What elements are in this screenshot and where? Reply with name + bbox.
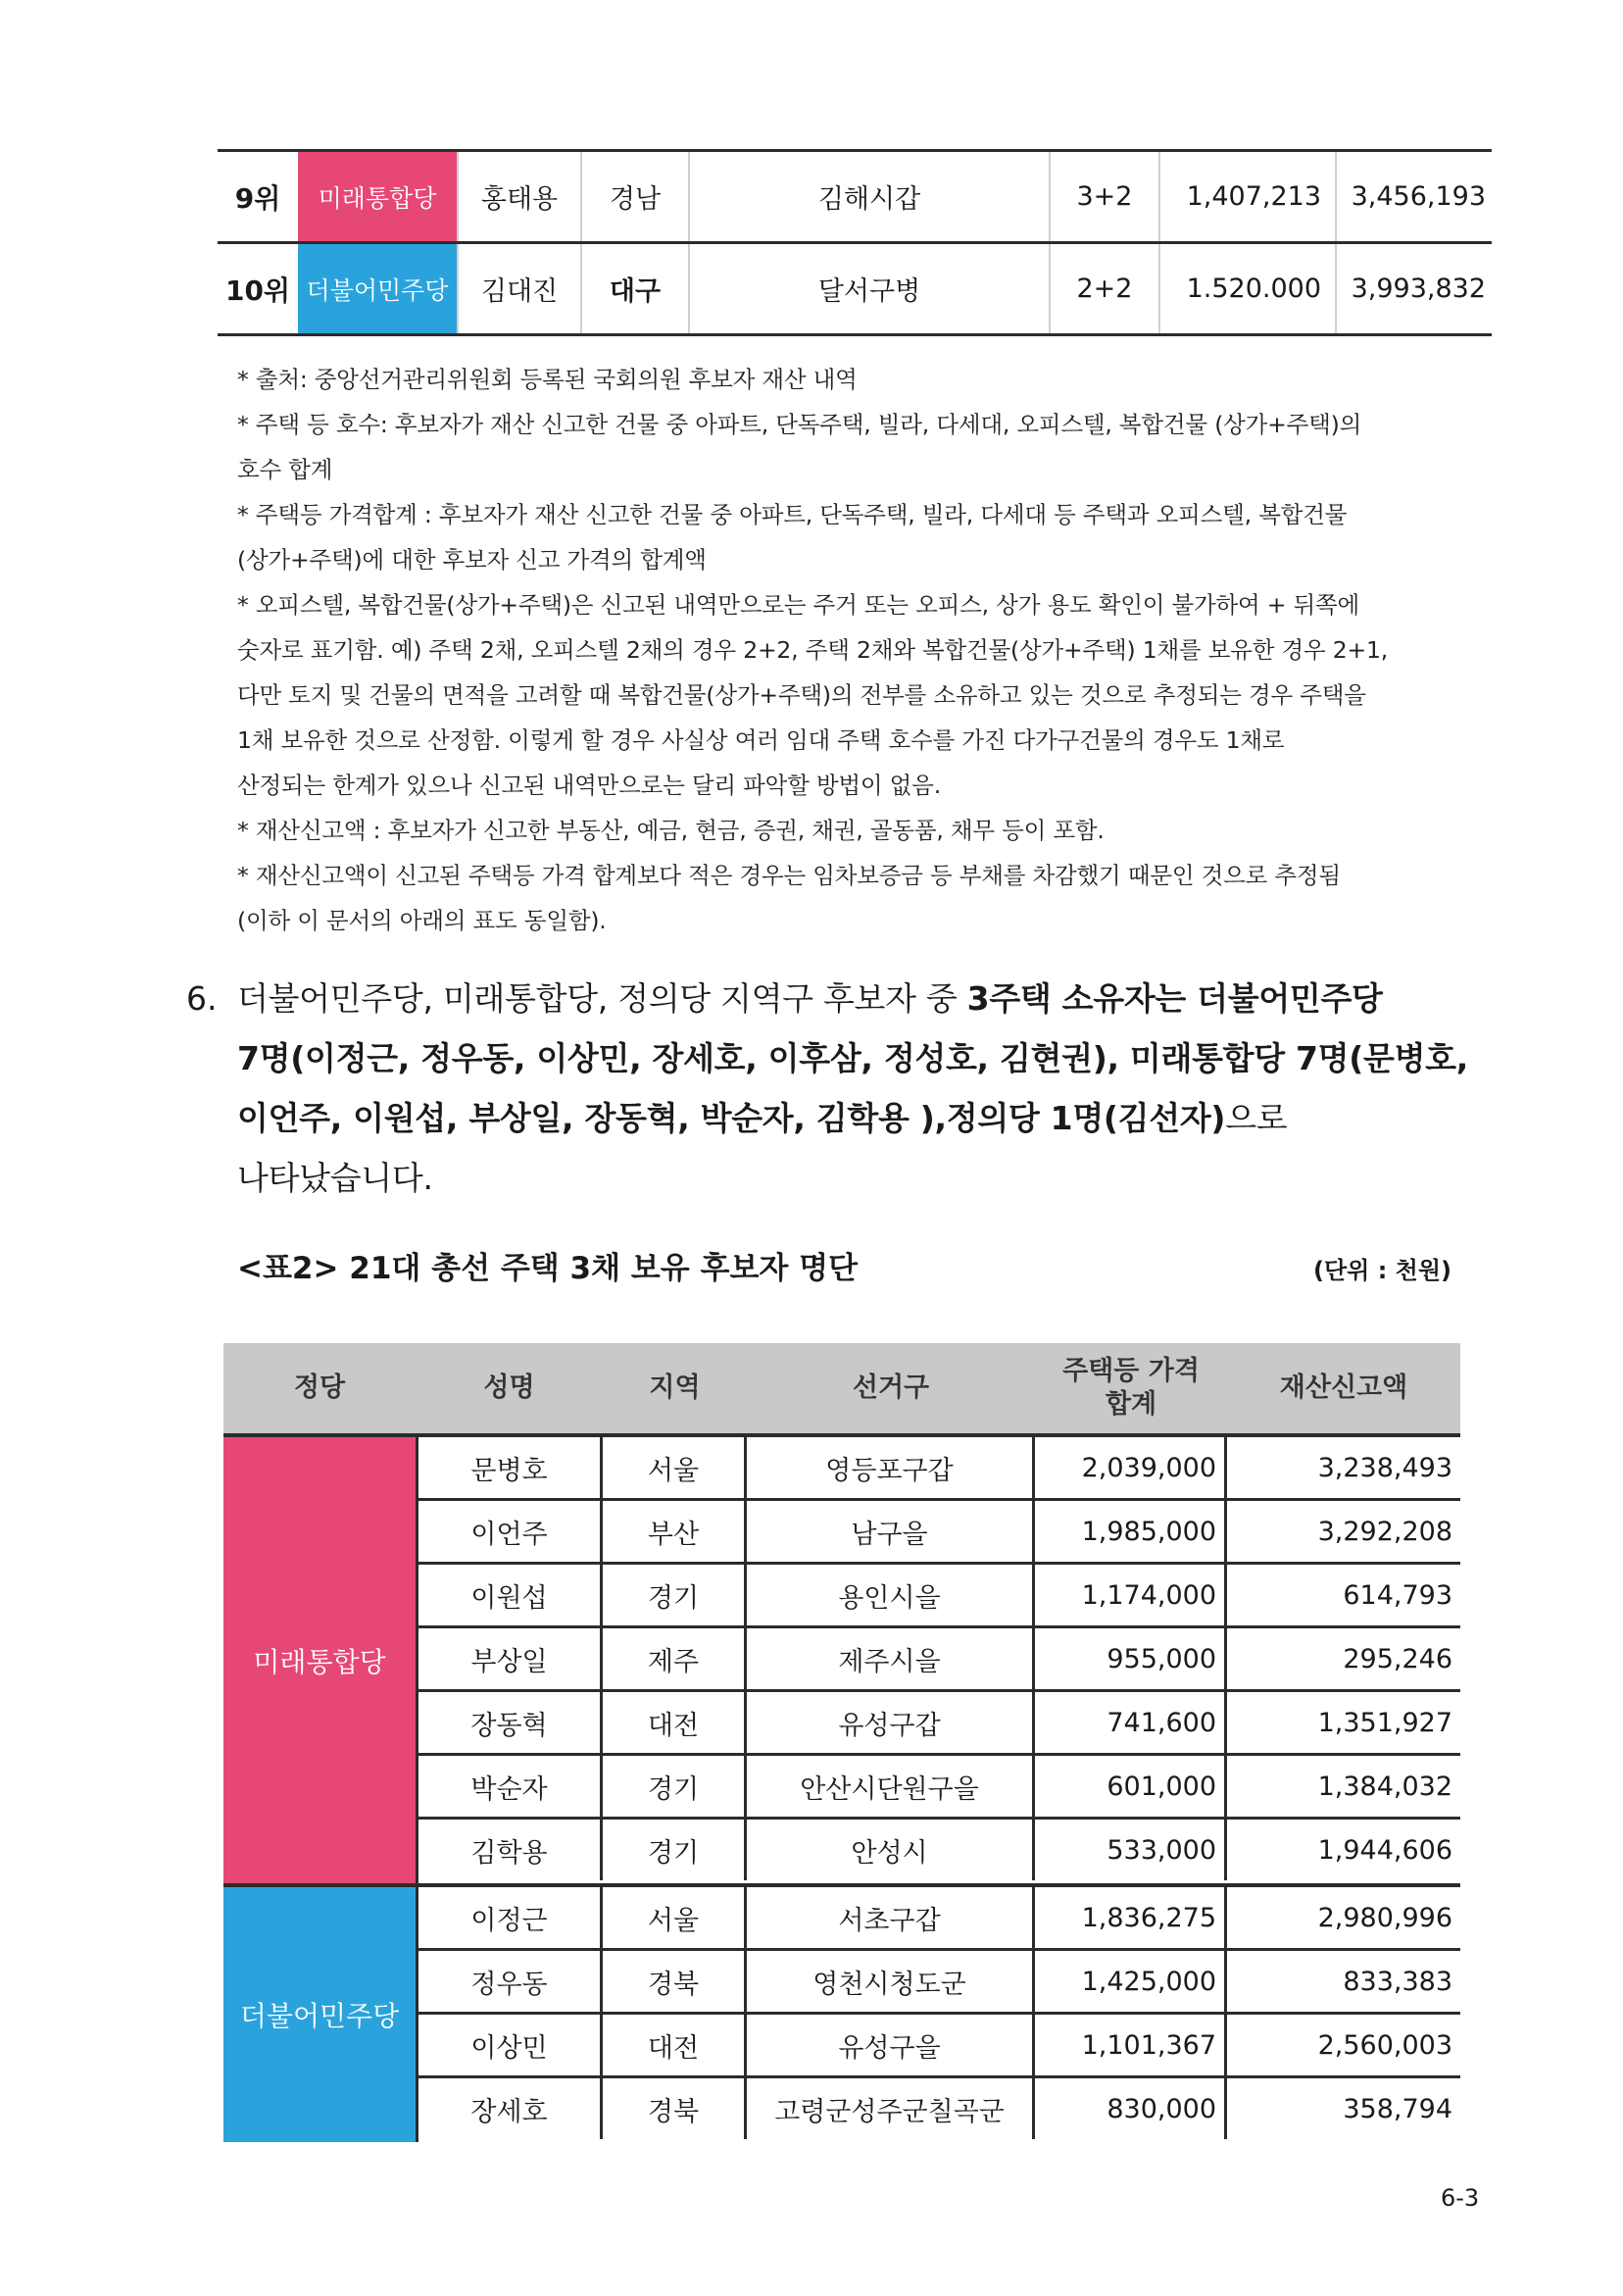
region-cell: 제주 bbox=[603, 1628, 747, 1689]
header-region: 지역 bbox=[649, 1373, 701, 1403]
assets-cell: 295,246 bbox=[1343, 1643, 1452, 1674]
assets-cell: 614,793 bbox=[1343, 1579, 1452, 1611]
district-cell: 유성구을 bbox=[747, 2015, 1035, 2075]
region-cell: 서울 bbox=[603, 1887, 747, 1948]
assets-cell: 3,238,493 bbox=[1317, 1452, 1452, 1483]
price-total-cell: 1,985,000 bbox=[1035, 1501, 1227, 1562]
table-row bbox=[416, 1565, 1460, 1628]
district-cell: 고령군성주군칠곡군 bbox=[747, 2078, 1035, 2139]
header-price-line2: 합계 bbox=[1105, 1389, 1157, 1420]
district-cell: 남구을 bbox=[747, 1501, 1035, 1562]
district-cell: 유성구갑 bbox=[747, 1692, 1035, 1753]
party-label: 미래통합당 bbox=[223, 1437, 416, 1883]
name-cell: 정우동 bbox=[418, 1951, 603, 2012]
name-cell: 이상민 bbox=[418, 2015, 603, 2075]
note-line: * 주택등 가격합계 : 후보자가 재산 신고한 건물 중 아파트, 단독주택, 빌라, 다세대 등 주택과 오피스텔, 복합건물 bbox=[237, 501, 1348, 528]
bold-text: 이언주, 이원섭, 부상일, 장동혁, 박순자, 김학용 ),정의당 1명(김선자) bbox=[237, 1099, 1226, 1137]
section-number: 6. bbox=[186, 979, 218, 1018]
district-cell: 제주시을 bbox=[747, 1628, 1035, 1689]
page-number: 6-3 bbox=[1441, 2184, 1480, 2212]
name-cell: 이원섭 bbox=[418, 1565, 603, 1625]
party-label: 더불어민주당 bbox=[223, 1887, 416, 2142]
table-caption: <표2> 21대 총선 주택 3채 보유 후보자 명단 bbox=[237, 1251, 859, 1286]
table-row bbox=[218, 241, 1492, 336]
header-district: 선거구 bbox=[852, 1373, 930, 1403]
district-cell: 영천시청도군 bbox=[747, 1951, 1035, 2012]
price-total-cell: 1,174,000 bbox=[1035, 1565, 1227, 1625]
assets-cell: 1,944,606 bbox=[1317, 1834, 1452, 1866]
price-total-cell: 533,000 bbox=[1035, 1820, 1227, 1880]
note-line: * 주택 등 호수: 후보자가 재산 신고한 건물 중 아파트, 단독주택, 빌라, 다세대, 오피스텔, 복합건물 (상가+주택)의 bbox=[237, 411, 1362, 438]
table-row bbox=[416, 2078, 1460, 2142]
price-total-cell: 1,836,275 bbox=[1035, 1887, 1227, 1948]
rank-cell: 10위 bbox=[224, 274, 290, 307]
note-line: * 재산신고액 : 후보자가 신고한 부동산, 예금, 현금, 증권, 채권, 골동품, 채무 등이 포함. bbox=[237, 817, 1105, 844]
region-cell: 경북 bbox=[603, 1951, 747, 2012]
note-line: (이하 이 문서의 아래의 표도 동일함). bbox=[237, 907, 607, 934]
note-line: 산정되는 한계가 있으나 신고된 내역만으로는 달리 파악할 방법이 없음. bbox=[237, 772, 941, 799]
assets-cell: 2,560,003 bbox=[1317, 2029, 1452, 2061]
table-header bbox=[223, 1343, 1460, 1437]
group-rows bbox=[416, 1887, 1460, 2142]
region-cell: 경기 bbox=[603, 1756, 747, 1817]
plain-text: 더불어민주당, 미래통합당, 정의당 지역구 후보자 중 bbox=[237, 979, 967, 1018]
header-price-total bbox=[1035, 1343, 1227, 1433]
name-cell: 김학용 bbox=[418, 1820, 603, 1880]
price-total-cell: 955,000 bbox=[1035, 1628, 1227, 1689]
assets-cell: 3,456,193 bbox=[1335, 152, 1492, 241]
header-price-lines bbox=[1062, 1355, 1200, 1422]
note-line: 호수 합계 bbox=[237, 456, 333, 483]
price-total-cell: 2,039,000 bbox=[1035, 1437, 1227, 1498]
note-line: * 재산신고액이 신고된 주택등 가격 합계보다 적은 경우는 임차보증금 등 부채를 차감했기 때문인 것으로 추정됨 bbox=[237, 862, 1341, 889]
table-row bbox=[416, 1437, 1460, 1501]
paragraph-line bbox=[237, 1088, 1468, 1148]
region-cell: 서울 bbox=[603, 1437, 747, 1498]
table-row bbox=[218, 149, 1492, 241]
region-cell: 경기 bbox=[603, 1820, 747, 1880]
table-row bbox=[416, 2015, 1460, 2078]
party-cell: 미래통합당 bbox=[298, 152, 457, 241]
table-row bbox=[416, 1628, 1460, 1692]
assets-cell: 1,351,927 bbox=[1317, 1707, 1452, 1738]
header-assets: 재산신고액 bbox=[1279, 1373, 1408, 1403]
region-cell: 대구 bbox=[580, 244, 688, 333]
houses-cell: 3+2 bbox=[1049, 152, 1158, 241]
name-cell: 홍태용 bbox=[457, 152, 580, 241]
price-total-cell: 830,000 bbox=[1035, 2078, 1227, 2139]
name-cell: 이언주 bbox=[418, 1501, 603, 1562]
unit-label: (단위 : 천원) bbox=[1313, 1257, 1451, 1284]
note-line: (상가+주택)에 대한 후보자 신고 가격의 합계액 bbox=[237, 546, 707, 574]
price-total-cell: 1,407,213 bbox=[1158, 152, 1335, 241]
name-cell: 장세호 bbox=[418, 2078, 603, 2139]
price-total-cell: 1,425,000 bbox=[1035, 1951, 1227, 2012]
name-cell: 부상일 bbox=[418, 1628, 603, 1689]
region-cell: 대전 bbox=[603, 2015, 747, 2075]
assets-cell: 2,980,996 bbox=[1317, 1902, 1452, 1933]
price-total-cell: 741,600 bbox=[1035, 1692, 1227, 1753]
note-line: 1채 보유한 것으로 산정함. 이렇게 할 경우 사실상 여러 임대 주택 호수를 가진 다가구건물의 경우도 1채로 bbox=[237, 726, 1285, 754]
top-ranking-table bbox=[218, 149, 1492, 336]
district-cell: 달서구병 bbox=[688, 244, 1049, 333]
assets-cell: 3,993,832 bbox=[1335, 244, 1492, 333]
paragraph-line bbox=[237, 1148, 1468, 1208]
note-line: 다만 토지 및 건물의 면적을 고려할 때 복합건물(상가+주택)의 전부를 소유하고 있는 것으로 추정되는 경우 주택을 bbox=[237, 681, 1366, 709]
table-row bbox=[416, 1820, 1460, 1883]
district-cell: 김해시갑 bbox=[688, 152, 1049, 241]
rank-cell: 9위 bbox=[234, 181, 281, 215]
assets-cell: 833,383 bbox=[1343, 1966, 1452, 1997]
header-price-line1: 주택등 가격 bbox=[1062, 1356, 1200, 1386]
party-group bbox=[223, 1437, 1460, 1883]
table-row bbox=[416, 1501, 1460, 1565]
assets-cell: 1,384,032 bbox=[1317, 1771, 1452, 1802]
name-cell: 장동혁 bbox=[418, 1692, 603, 1753]
district-cell: 용인시을 bbox=[747, 1565, 1035, 1625]
party-group bbox=[223, 1887, 1460, 2142]
bold-text: 3주택 소유자는 더불어민주당 bbox=[966, 979, 1383, 1018]
region-cell: 부산 bbox=[603, 1501, 747, 1562]
district-cell: 안성시 bbox=[747, 1820, 1035, 1880]
candidates-table bbox=[223, 1343, 1460, 2142]
region-cell: 경남 bbox=[580, 152, 688, 241]
paragraph-line bbox=[237, 969, 1468, 1028]
header-name: 성명 bbox=[483, 1373, 535, 1403]
district-cell: 안산시단원구을 bbox=[747, 1756, 1035, 1817]
name-cell: 박순자 bbox=[418, 1756, 603, 1817]
group-rows bbox=[416, 1437, 1460, 1883]
plain-text: 으로 bbox=[1225, 1099, 1288, 1137]
name-cell: 이정근 bbox=[418, 1887, 603, 1948]
section-body bbox=[237, 969, 1468, 1208]
note-line: * 출처: 중앙선거관리위원회 등록된 국회의원 후보자 재산 내역 bbox=[237, 366, 858, 393]
table-row bbox=[416, 1692, 1460, 1756]
region-cell: 경기 bbox=[603, 1565, 747, 1625]
bold-text: 7명(이정근, 정우동, 이상민, 장세호, 이후삼, 정성호, 김현권), 미래통합당 7명(문병호, bbox=[237, 1039, 1468, 1077]
price-total-cell: 601,000 bbox=[1035, 1756, 1227, 1817]
table-notes bbox=[237, 357, 1482, 943]
name-cell: 김대진 bbox=[457, 244, 580, 333]
header-party: 정당 bbox=[293, 1373, 346, 1403]
region-cell: 경북 bbox=[603, 2078, 747, 2139]
note-line: * 오피스텔, 복합건물(상가+주택)은 신고된 내역만으로는 주거 또는 오피스, 상가 용도 확인이 불가하여 + 뒤쪽에 bbox=[237, 591, 1360, 619]
name-cell: 문병호 bbox=[418, 1437, 603, 1498]
table-body bbox=[223, 1437, 1460, 2142]
table-row bbox=[416, 1951, 1460, 2015]
assets-cell: 3,292,208 bbox=[1317, 1516, 1452, 1547]
table-row bbox=[416, 1887, 1460, 1951]
table-row bbox=[416, 1756, 1460, 1820]
price-total-cell: 1.520.000 bbox=[1158, 244, 1335, 333]
note-line: 숫자로 표기함. 예) 주택 2채, 오피스텔 2채의 경우 2+2, 주택 2채와 복합건물(상가+주택) 1채를 보유한 경우 2+1, bbox=[237, 636, 1389, 664]
region-cell: 대전 bbox=[603, 1692, 747, 1753]
plain-text: 나타났습니다. bbox=[237, 1159, 433, 1197]
houses-cell: 2+2 bbox=[1049, 244, 1158, 333]
district-cell: 서초구갑 bbox=[747, 1887, 1035, 1948]
price-total-cell: 1,101,367 bbox=[1035, 2015, 1227, 2075]
paragraph-line bbox=[237, 1028, 1468, 1088]
party-cell: 더불어민주당 bbox=[298, 244, 457, 333]
district-cell: 영등포구갑 bbox=[747, 1437, 1035, 1498]
assets-cell: 358,794 bbox=[1343, 2093, 1452, 2124]
